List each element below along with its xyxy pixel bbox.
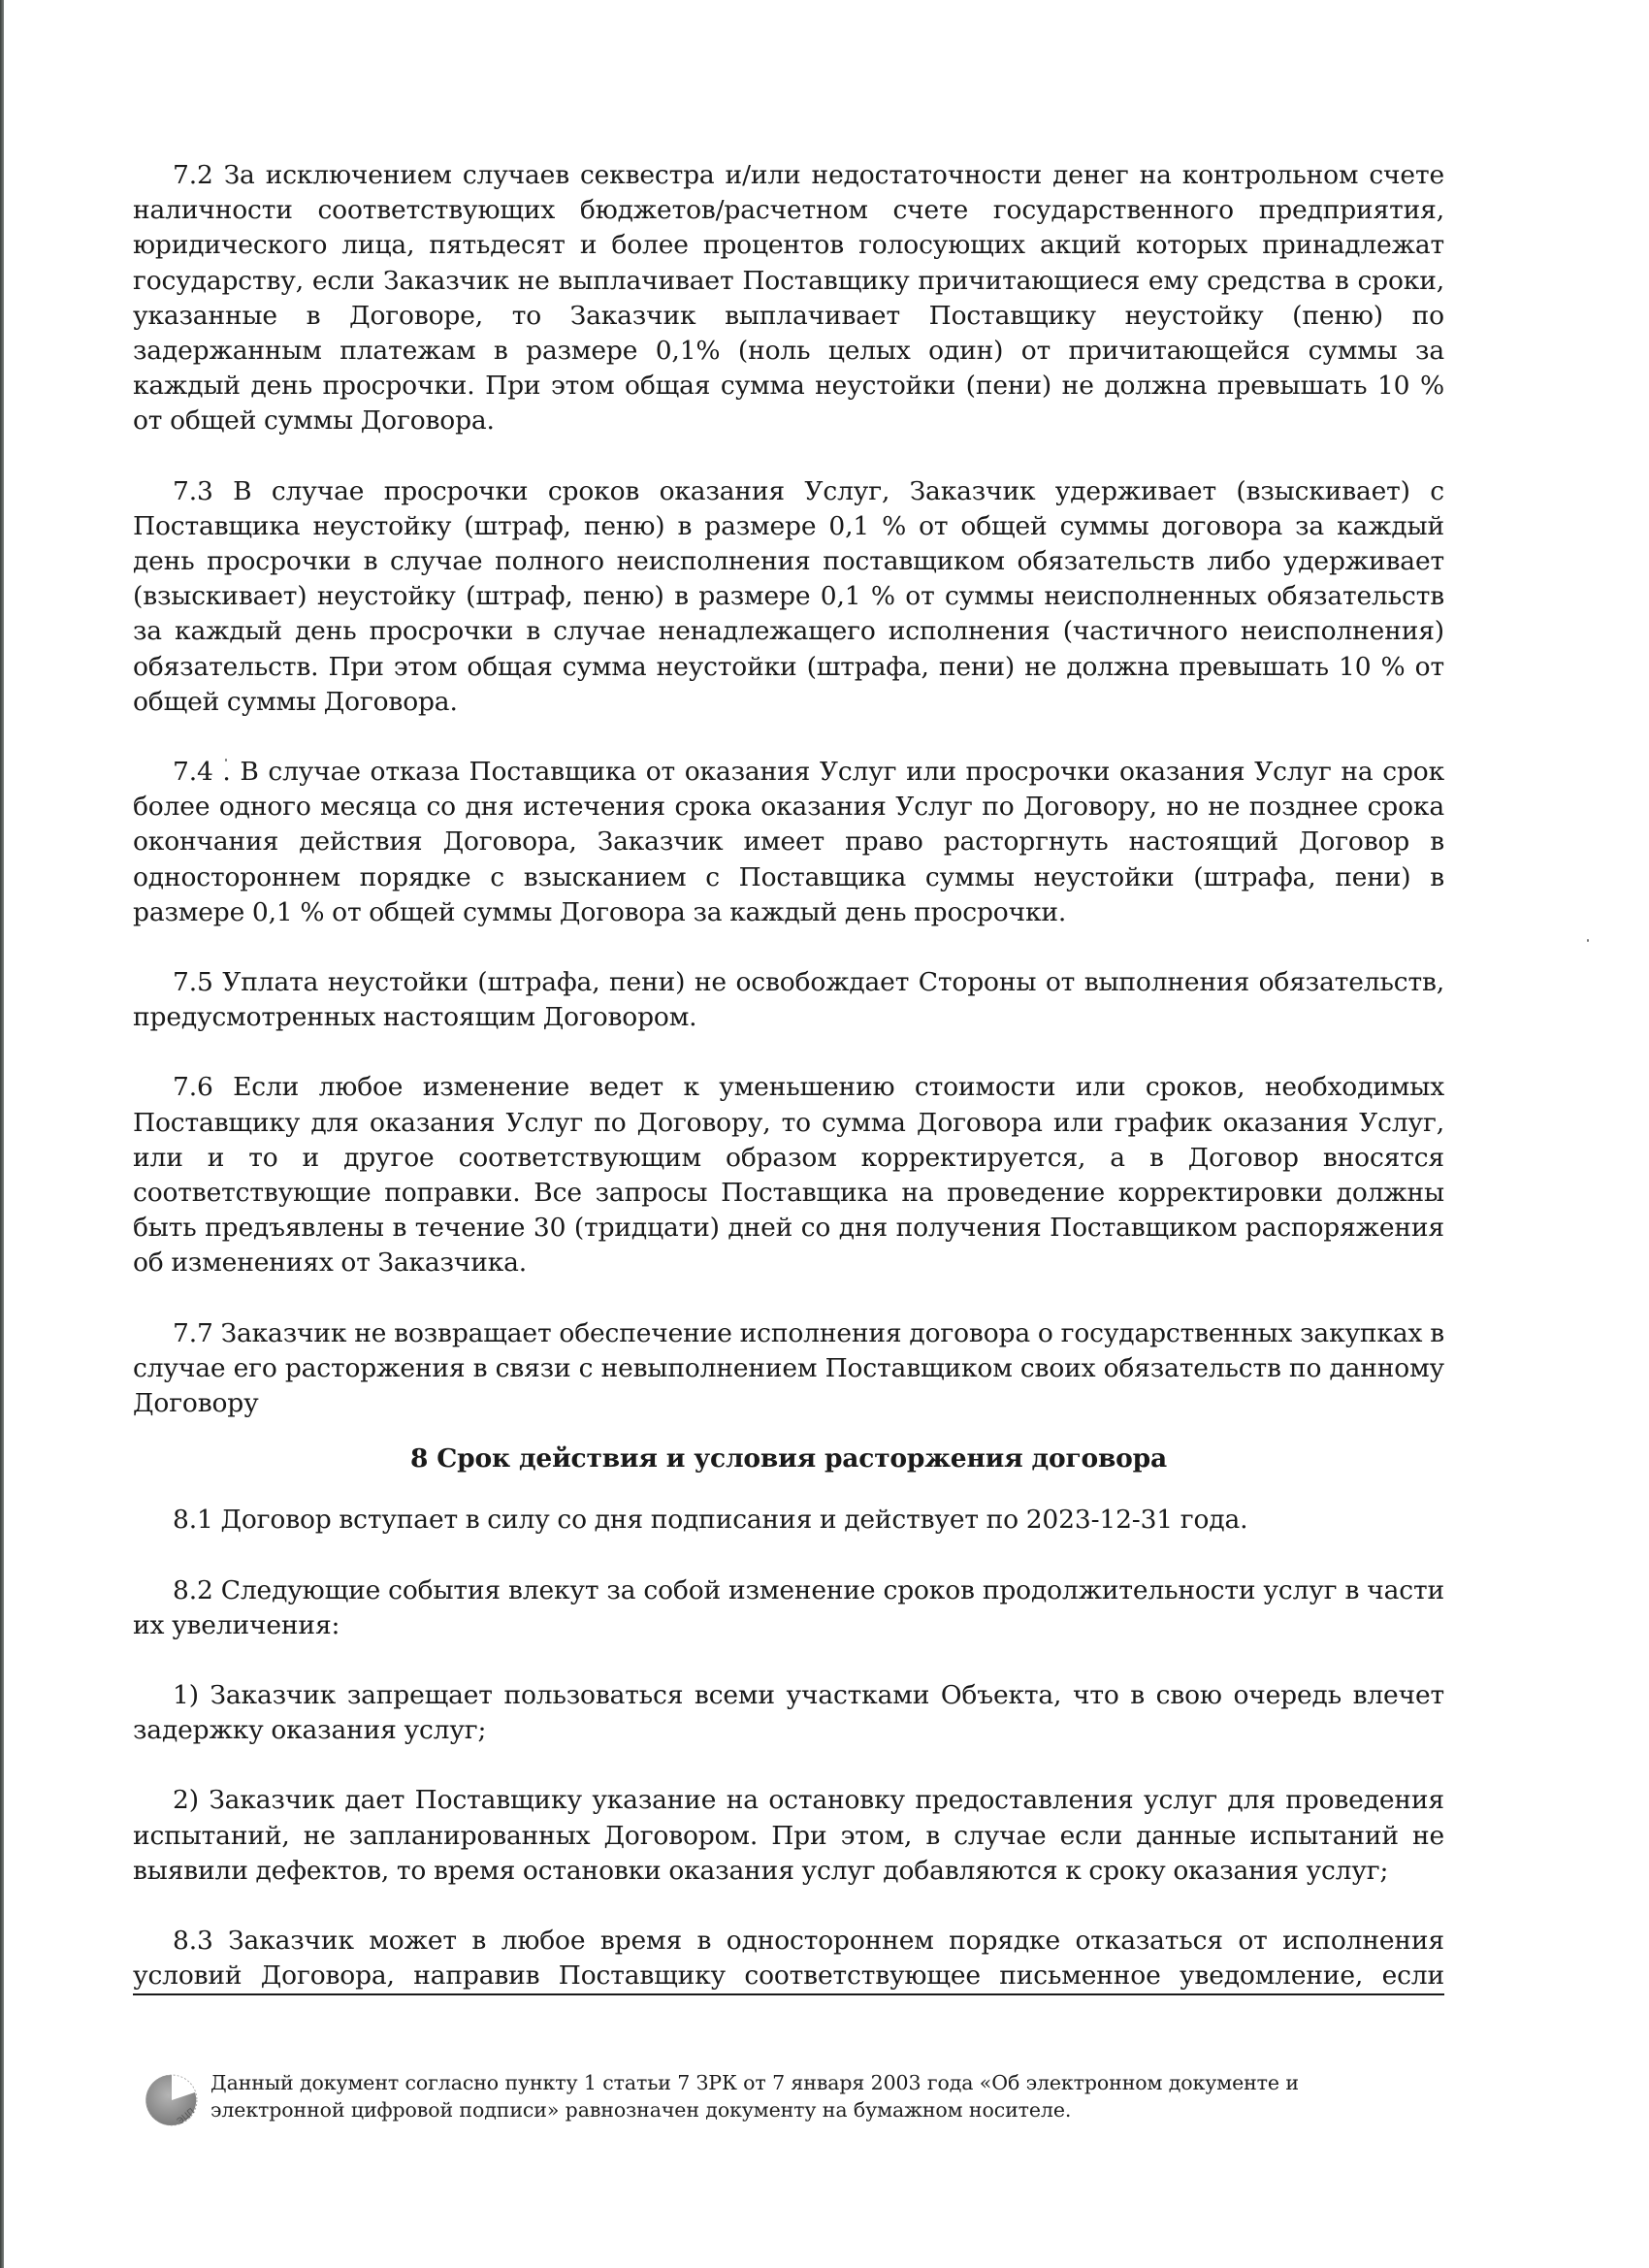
clause-7-5: 7.5 Уплата неустойки (штрафа, пени) не освобождает Стороны от выполнения обязательств, предусмотренных настоящим Договором. — [133, 967, 1444, 1033]
e-signature-notice — [143, 2069, 1442, 2129]
e-signature-notice-line-1: Данный документ согласно пункту 1 статьи 7 ЗРК от 7 января 2003 года «Об электронном документе и — [210, 2071, 1299, 2094]
svg-text:ЭЦП: ЭЦП — [176, 2106, 198, 2127]
clause-8-2-item-2: 2) Заказчик дает Поставщику указание на остановку предоставления услуг для проведения испытаний, не запланированных Договором. При этом, в случае если данные испытаний не выявили дефектов, то время остановки оказания услуг добавляются к сроку оказания услуг; — [133, 1785, 1444, 1886]
scan-border — [0, 0, 4, 2268]
section-8-heading: 8 Срок действия и условия расторжения договора — [410, 1443, 1167, 1474]
document-page — [133, 158, 1444, 1995]
clause-8-3-line-2: условий Договора, направив Поставщику соответствующее письменное уведомление, если — [133, 1959, 1444, 1995]
clause-7-2: 7.2 За исключением случаев секвестра и/или недостаточности денег на контрольном счете наличности соответствующих бюджетов/расчетном счете государственного предприятия, юридического лица, пятьдесят и более процентов голосующих акций которых принадлежат государству, если Заказчик не выплачивает Поставщику причитающиеся ему средства в сроки, указанные в Договоре, то Заказчик выплачивает Поставщику неустойку (пеню) по задержанным платежам в размере 0,1% (ноль целых один) от причитающейся суммы за каждый день просрочки. При этом общая сумма неустойки (пени) не должна превышать 10 % от общей суммы Договора. — [133, 160, 1444, 437]
clause-7-4: 7.4 . В случае отказа Поставщика от оказания Услуг или просрочки оказания Услуг на срок более одного месяца со дня истечения срока оказания Услуг по Договору, но не позднее срока окончания действия Договора, Заказчик имеет право расторгнуть настоящий Договор в одностороннем порядке с взысканием с Поставщика суммы неустойки (штрафа, пени) в размере 0,1 % от общей суммы Договора за каждый день просрочки. — [133, 757, 1444, 927]
e-signature-notice-line-2: электронной цифровой подписи» равнозначен документу на бумажном носителе. — [210, 2098, 1072, 2122]
clause-8-1: 8.1 Договор вступает в силу со дня подписания и действует по 2023-12-31 года. — [173, 1505, 1248, 1536]
clause-7-3: 7.3 В случае просрочки сроков оказания Услуг, Заказчик удерживает (взыскивает) с Поставщика неустойку (штраф, пеню) в размере 0,1 % от общей суммы договора за каждый день просрочки в случае полного неисполнения поставщиком обязательств либо удерживает (взыскивает) неустойку (штраф, пеню) в размере 0,1 % от суммы неисполненных обязательств за каждый день просрочки в случае ненадлежащего исполнения (частичного неисполнения) обязательств. При этом общая сумма неустойки (штрафа, пени) не должна превышать 10 % от общей суммы Договора. — [133, 475, 1444, 717]
e-signature-seal-icon — [143, 2071, 201, 2129]
clause-8-2: 8.2 Следующие события влекут за собой изменение сроков продолжительности услуг в части их увеличения: — [133, 1574, 1444, 1640]
clause-7-7: 7.7 Заказчик не возвращает обеспечение исполнения договора о государственных закупках в случае его расторжения в связи с невыполнением Поставщиком своих обязательств по данному Договору — [133, 1317, 1444, 1419]
scan-speck — [1587, 939, 1589, 942]
clause-8-3-line-1: 8.3 Заказчик может в любое время в одностороннем порядке отказаться от исполнения — [173, 1925, 1444, 1956]
clause-7-6: 7.6 Если любое изменение ведет к уменьшению стоимости или сроков, необходимых Поставщику для оказания Услуг по Договору, то сумма Договора или график оказания Услуг, или и то и другое соответствующим образом корректируется, а в Договор вносятся соответствующие поправки. Все запросы Поставщика на проведение корректировки должны быть предъявлены в течение 30 (тридцати) дней со дня получения Поставщиком распоряжения об изменениях от Заказчика. — [133, 1072, 1444, 1279]
clause-8-2-item-1: 1) Заказчик запрещает пользоваться всеми участками Объекта, что в свою очередь влечет задержку оказания услуг; — [133, 1679, 1444, 1746]
